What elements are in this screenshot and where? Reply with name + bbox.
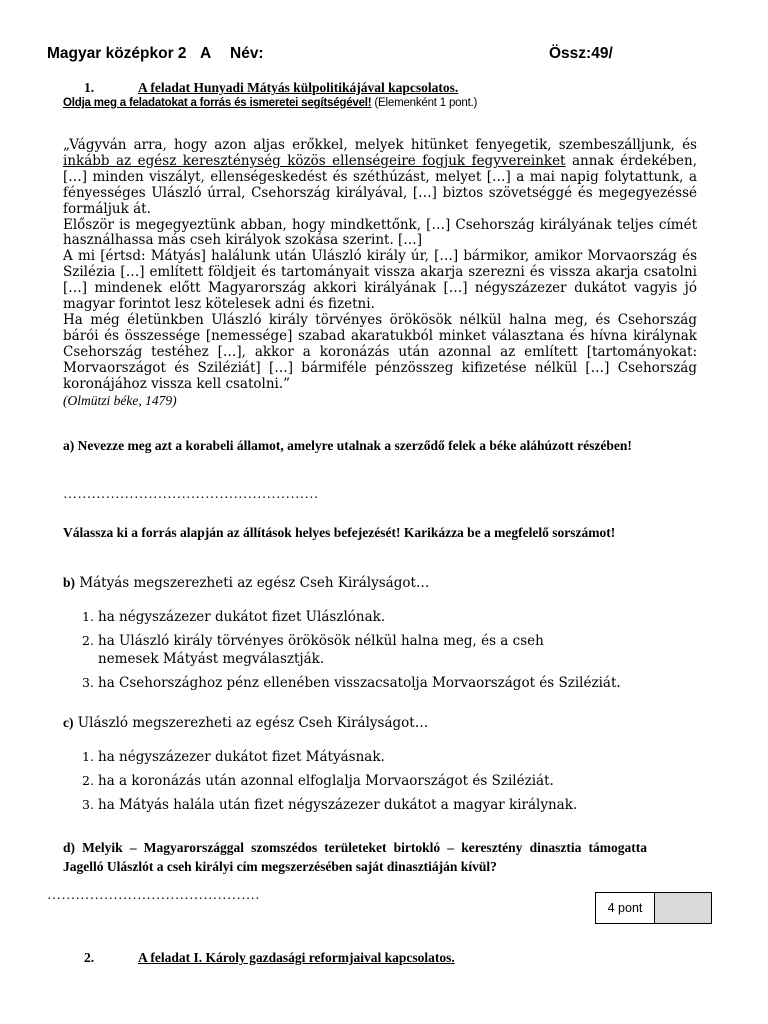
question-a: a) Nevezze meg azt a korabeli államot, amelyre utalnak a szerződő felek a béke aláhúzott részében! [63,438,632,453]
name-label: Név: [230,45,264,62]
underlined-phrase: inkább az egész kereszténység közös ellenségeire fogjuk fegyvereinket [63,152,566,169]
option-b3[interactable]: 3. ha Csehországhoz pénz ellenében visszacsatolja Morvaországot és Sziléziát. [82,675,621,691]
question-b: b) Mátyás megszerezheti az egész Cseh Királyságot… [63,575,430,591]
earned-points-cell[interactable] [655,893,711,923]
source-citation: (Olmützi béke, 1479) [63,392,177,408]
task2-title: A feladat I. Károly gazdasági reformjaival kapcsolatos. [138,950,455,965]
total-score: Össz:49/ [549,45,613,62]
answer-line-d[interactable]: ……………………………………… [47,888,260,903]
score-box [595,892,712,924]
option-b2[interactable]: 2. ha Ulászló király törvényes örökösök nélkül halna meg, és a cseh nemesek Mátyást megválasztják. [82,633,544,667]
instruction-bold: Oldja meg a feladatokat a forrás és ismeretei segítségével! [63,97,372,109]
source-paragraph-4: Ha még életünkben Ulászló király törvényes örökösök nélkül halna meg, és Csehország bárói és összessége [nemessége] szabad akaratukból minket választana és hívna királynak Csehország testéhez […], akkor a koronázás után azonnal az említett [tartományokat: Morvaországot és Sziléziát] […] bármiféle pénzösszeg kifizetése nélkül […] Csehország koronájához vissza kell csatolni.” [63,311,697,392]
task1-instruction [63,97,477,109]
answer-line-a[interactable]: ……………………………………………… [63,487,319,502]
option-b1[interactable]: 1. ha négyszázezer dukátot fizet Ulászlónak. [82,609,386,625]
task2-number: 2. [84,950,95,965]
source-paragraph-1: „Vágyván arra, hogy azon aljas erőkkel, melyek hitünket fenyegetik, szembeszálljunk, és inkább az egész kereszténység közös ellenségeire fogjuk fegyvereinket annak érdekében, […] minden viszályt, ellenségeskedést és széthúzást, melyet […] a mai napig folytattunk, a fényességes Ulászló úrral, Csehország királyával, […] biztos szövetséggé és megegyezéssé formáljuk át. [63,137,697,217]
question-d: d) Melyik – Magyarországgal szomszédos területeket birtokló – keresztény dinasztia támogatta Jagelló Ulászlót a cseh királyi cím megszerzésében saját dinasztiáján kívül? [63,840,647,874]
source-text [63,138,697,408]
task1-number: 1. [84,80,95,95]
question-c: c) Ulászló megszerezheti az egész Cseh Királyságot… [63,715,429,731]
option-c2[interactable]: 2. ha a koronázás után azonnal elfoglalja Morvaországot és Sziléziát. [82,773,554,789]
option-c1[interactable]: 1. ha négyszázezer dukátot fizet Mátyásnak. [82,749,385,765]
test-version: A [200,45,212,62]
instruction-points: (Elemenként 1 pont.) [371,97,478,109]
max-points: 4 pont [596,893,655,923]
source-paragraph-3: A mi [értsd: Mátyás] halálunk után Ulászló király úr, […] bármikor, amikor Morvaország és Szilézia […] említett földjeit és tartományait vissza akarja szerezni és vissza akarja csatolni […] mindenek előtt Magyarország akkori királyának […] négyszázezer dukátot vagyis jó magyar forintot lesz kötelesek adni és fizetni. [63,248,697,313]
task1-title: A feladat Hunyadi Mátyás külpolitikájával kapcsolatos. [138,80,459,95]
choose-instruction: Válassza ki a forrás alapján az állítások helyes befejezését! Karikázza be a megfelelő sorszámot! [63,525,616,540]
option-c3[interactable]: 3. ha Mátyás halála után fizet négyszázezer dukátot a magyar királynak. [82,797,578,813]
course-title: Magyar középkor 2 [47,45,187,62]
source-paragraph-2: Először is megegyeztünk abban, hogy mindkettőnk, […] Csehország királyának teljes címét használhassa más cseh királyok szokása szerint. […] [63,216,697,249]
